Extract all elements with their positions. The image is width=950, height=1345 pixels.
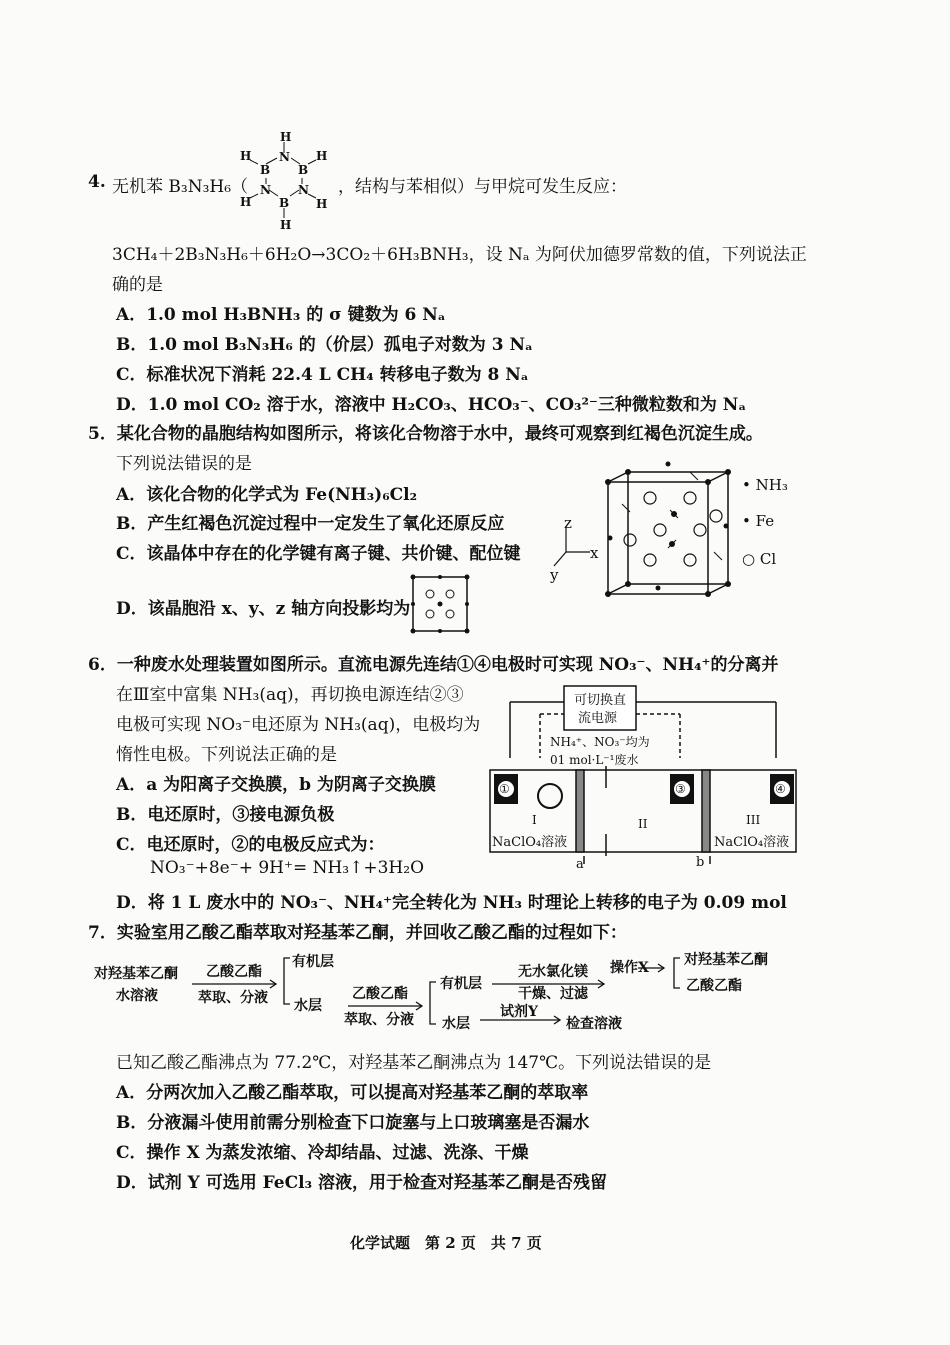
atom-h: H xyxy=(240,149,252,163)
flow-dry-filter: 干燥、过滤 xyxy=(518,986,588,1002)
electrode-4-label: ④ xyxy=(775,782,786,796)
atom-h: H xyxy=(240,195,252,209)
q6-option-a: A．a 为阳离子交换膜，b 为阴离子交换膜 xyxy=(116,775,436,795)
electrode-3-label: ③ xyxy=(675,782,686,796)
q6-option-d: D．将 1 L 废水中的 NO₃⁻、NH₄⁺完全转化为 NH₃ 时理论上转移的电子为 0.09 mol xyxy=(116,893,787,913)
membrane-b-label: b xyxy=(696,855,705,870)
q5-stem: 5．某化合物的晶胞结构如图所示，将该化合物溶于水中，最终可观察到红褐色沉淀生成。 xyxy=(88,424,763,444)
flow-product-1: 对羟基苯乙酮 xyxy=(684,952,768,968)
q7-option-d: D．试剂 Y 可选用 FeCl₃ 溶液，用于检查对羟基苯乙酮是否残留 xyxy=(116,1173,607,1193)
atom-n: N xyxy=(260,183,271,197)
q4-stem-pre: 无机苯 B₃N₃H₆（ xyxy=(112,177,249,197)
atom-b: B xyxy=(260,163,271,177)
atom-n: N xyxy=(279,150,290,164)
q5-option-c: C．该晶体中存在的化学键有离子键、共价键、配位键 xyxy=(116,544,521,564)
flow-product-2: 乙酸乙酯 xyxy=(686,978,742,994)
q6-stem-4: 惰性电极。下列说法正确的是 xyxy=(116,745,337,765)
q4-stem-post: ，结构与苯相似）与甲烷可发生反应： xyxy=(338,177,627,197)
room-3-solution: NaClO₄溶液 xyxy=(714,835,790,850)
flow-organic-layer-2: 有机层 xyxy=(440,976,482,992)
q4-option-a: A．1.0 mol H₃BNH₃ 的 σ 键数为 6 Nₐ xyxy=(116,305,446,325)
q6-option-b: B．电还原时，③接电源负极 xyxy=(116,805,335,825)
q5-option-d: D．该晶胞沿 x、y、z 轴方向投影均为 xyxy=(116,599,411,619)
q4-equation: 3CH₄＋2B₃N₃H₆＋6H₂O→3CO₂＋6H₃BNH₃，设 Nₐ 为阿伏加德罗常数的值，下列说法正 xyxy=(112,245,807,265)
projection-square xyxy=(410,574,470,634)
axis-y-label: y xyxy=(550,566,559,584)
q6-stem-3: 电极可实现 NO₃⁻电还原为 NH₃(aq)，电极均为 xyxy=(116,715,481,735)
power-label-1: 可切换直 xyxy=(574,693,627,708)
flow-start-1: 对羟基苯乙酮 xyxy=(94,966,178,982)
flow-organic-layer: 有机层 xyxy=(292,954,334,970)
electrolysis-apparatus xyxy=(480,680,805,870)
atom-h: H xyxy=(316,149,328,163)
legend-nh3: • NH₃ xyxy=(742,476,788,494)
q6-option-c: C．电还原时，②的电极反应式为： xyxy=(116,835,385,855)
flow-aqueous-layer-2: 水层 xyxy=(442,1016,470,1032)
flow-start-2: 水溶液 xyxy=(116,988,158,1004)
q6-stem-2: 在Ⅲ室中富集 NH₃(aq)，再切换电源连结②③ xyxy=(116,685,464,705)
room-1-solution: NaClO₄溶液 xyxy=(492,835,568,850)
atom-h: H xyxy=(316,197,328,211)
legend-fe: • Fe xyxy=(742,512,775,530)
flow-check-solution: 检查溶液 xyxy=(566,1016,622,1032)
crystal-unit-cell xyxy=(540,440,820,600)
flow-step2-top: 乙酸乙酯 xyxy=(352,986,408,1002)
q7-flowchart xyxy=(90,948,810,1038)
q6-stem: 6．一种废水处理装置如图所示。直流电源先连结①④电极时可实现 NO₃⁻、NH₄⁺的分离并 xyxy=(88,655,779,675)
q7-option-b: B．分液漏斗使用前需分别检查下口旋塞与上口玻璃塞是否漏水 xyxy=(116,1113,590,1133)
membrane-a-label: a xyxy=(576,857,584,870)
q4-option-c: C．标准状况下消耗 22.4 L CH₄ 转移电子数为 8 Nₐ xyxy=(116,365,529,385)
flow-step1-top: 乙酸乙酯 xyxy=(206,964,262,980)
q7-stem: 7．实验室用乙酸乙酯萃取对羟基苯乙酮，并回收乙酸乙酯的过程如下： xyxy=(88,923,627,943)
q4-number: 4. xyxy=(88,172,106,192)
atom-h: H xyxy=(280,218,292,232)
atom-n: N xyxy=(298,183,309,197)
electrode-1-label: ① xyxy=(499,782,510,796)
flow-reagent-y: 试剂Y xyxy=(500,1004,538,1020)
flow-aqueous-layer: 水层 xyxy=(294,998,322,1014)
flow-drying-agent: 无水氯化镁 xyxy=(518,964,588,980)
power-label-2: 流电源 xyxy=(578,711,618,726)
q7-option-a: A．分两次加入乙酸乙酯萃取，可以提高对羟基苯乙酮的萃取率 xyxy=(116,1083,589,1103)
page-footer: 化学试题 第 2 页 共 7 页 xyxy=(350,1234,542,1252)
flow-step1-bottom: 萃取、分液 xyxy=(198,990,268,1006)
room-1-label: I xyxy=(532,813,537,827)
atom-b: B xyxy=(279,196,290,210)
axis-x-label: x xyxy=(590,544,599,562)
q5-option-b: B．产生红褐色沉淀过程中一定发生了氧化还原反应 xyxy=(116,514,505,534)
q7-known: 已知乙酸乙酯沸点为 77.2℃，对羟基苯乙酮沸点为 147℃。下列说法错误的是 xyxy=(116,1053,712,1073)
flow-step2-bottom: 萃取、分液 xyxy=(344,1012,414,1028)
flow-operation-x: 操作X xyxy=(610,960,649,976)
waste-label-1: NH₄⁺、NO₃⁻均为 xyxy=(550,735,650,749)
q4-option-b: B．1.0 mol B₃N₃H₆ 的（价层）孤电子对数为 3 Nₐ xyxy=(116,335,533,355)
atom-h: H xyxy=(280,130,292,144)
q5-option-a: A．该化合物的化学式为 Fe(NH₃)₆Cl₂ xyxy=(116,485,418,505)
room-2-label: II xyxy=(638,817,648,831)
waste-label-2: 01 mol·L⁻¹废水 xyxy=(550,753,639,767)
room-3-label: III xyxy=(746,813,761,827)
q4-option-d: D．1.0 mol CO₂ 溶于水，溶液中 H₂CO₃、HCO₃⁻、CO₃²⁻三种微粒数和为 Nₐ xyxy=(116,395,747,415)
q6-option-c-equation: NO₃⁻+8e⁻+ 9H⁺= NH₃↑+3H₂O xyxy=(150,858,425,878)
borazine-structure xyxy=(236,128,336,232)
q5-stem-2: 下列说法错误的是 xyxy=(116,454,252,474)
axis-z-label: z xyxy=(564,514,572,532)
q4-stem-end: 确的是 xyxy=(112,275,163,295)
legend-cl: ○ Cl xyxy=(742,550,777,568)
q7-option-c: C．操作 X 为蒸发浓缩、冷却结晶、过滤、洗涤、干燥 xyxy=(116,1143,529,1163)
atom-b: B xyxy=(298,163,309,177)
